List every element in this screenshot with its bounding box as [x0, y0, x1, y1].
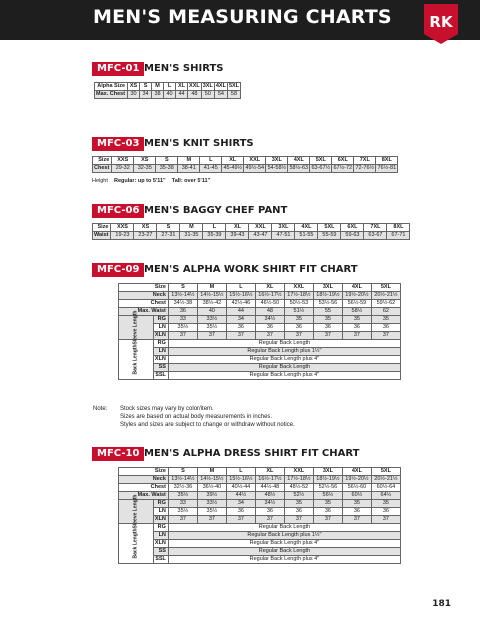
table-cell: 34 [226, 500, 255, 508]
section-code: MFC-09 [92, 263, 144, 277]
row-header: Max. Waist [119, 308, 169, 316]
table-cell: 37 [255, 332, 284, 340]
note-label: Note: [93, 406, 108, 412]
row-header: Size [93, 224, 111, 232]
table-cell: 37 [342, 516, 371, 524]
table-cell: Regular Back Length plus 4" [168, 372, 400, 380]
group-label: Sleeve Length [132, 494, 139, 529]
size-header: 5XL [371, 468, 400, 476]
size-header: 3XL [266, 157, 288, 165]
table-cell: 31-35 [180, 232, 203, 240]
note-line: Stock sizes may vary by color/item. [120, 406, 214, 412]
row-header: Chest [119, 300, 169, 308]
table-row [119, 476, 401, 484]
table-cell: 48 [255, 308, 284, 316]
size-header: S [156, 157, 178, 165]
size-header: XL [226, 224, 249, 232]
table-cell: 62 [371, 308, 400, 316]
table-cell: 59½-62 [371, 300, 400, 308]
table-cell: 37 [197, 516, 226, 524]
size-header: XL [176, 83, 188, 91]
size-header: 3XL [313, 284, 342, 292]
size-header: M [152, 83, 164, 91]
table-cell: 72-76½ [355, 165, 375, 171]
mens-shirts-table [94, 82, 241, 99]
section-title: MEN'S BAGGY CHEF PANT [144, 205, 288, 216]
size-header: 4XL [295, 224, 318, 232]
row-header: SS [153, 364, 168, 372]
size-header: XXL [249, 224, 272, 232]
table-cell: 19-23 [111, 232, 134, 240]
size-header: 6XL [332, 157, 354, 165]
sleeve-length-group [119, 310, 154, 345]
size-header: S [140, 83, 152, 91]
brand-logo [424, 4, 458, 44]
row-header: Max. Chest [95, 91, 128, 99]
table-cell: Regular Back Length plus 1½" [168, 348, 400, 356]
section-code: MFC-10 [92, 447, 144, 461]
row-header: Size [119, 468, 169, 476]
table-cell: Regular Back Length plus 4" [168, 556, 400, 564]
table-cell: 48 [188, 91, 202, 99]
table-row [119, 316, 401, 324]
table-cell: 63-67½ [311, 165, 331, 171]
table-cell: 34½ [255, 316, 284, 324]
table-row [119, 340, 401, 348]
table-row [119, 284, 401, 292]
table-row [119, 556, 401, 564]
table-cell: 35-39 [203, 232, 226, 240]
table-cell: 32-35 [134, 165, 156, 173]
row-header: XLN [153, 540, 168, 548]
size-header: M [178, 157, 200, 165]
table-cell: 54-58½ [267, 165, 287, 171]
size-header: XL [255, 284, 284, 292]
row-header: RG [153, 316, 168, 324]
baggy-chef-pant-table [92, 223, 410, 240]
size-header: XS [134, 157, 156, 165]
table-cell: 36 [226, 324, 255, 332]
table-cell: 44½-48 [255, 484, 284, 492]
table-cell: 34½-38 [168, 300, 197, 308]
table-cell: 76½-81 [377, 165, 397, 171]
table-cell: 33 [168, 316, 197, 324]
table-cell: 67-71 [387, 232, 410, 240]
table-row [119, 372, 401, 380]
table-cell: 36 [313, 508, 342, 516]
table-cell: 27-31 [157, 232, 180, 240]
table-cell: 36 [255, 324, 284, 332]
size-header: XS [128, 83, 140, 91]
table-cell: 37 [255, 516, 284, 524]
size-header: XXL [189, 83, 200, 89]
table-cell: 58 [227, 91, 240, 99]
row-header: Waist [93, 232, 111, 240]
table-cell: 20½-21½ [371, 476, 400, 484]
table-cell: 15½-16½ [226, 292, 255, 300]
table-cell: 18½-19½ [313, 292, 342, 300]
table-row [119, 548, 401, 556]
size-header: S [157, 224, 180, 232]
table-cell: 36½-40 [197, 484, 226, 492]
height-label: Height [92, 178, 108, 184]
table-cell: 35 [342, 500, 371, 508]
table-cell: 36 [313, 324, 342, 332]
table-cell: 36 [371, 324, 400, 332]
size-header: L [200, 157, 222, 165]
table-row [93, 165, 398, 173]
table-row [93, 232, 410, 240]
table-cell: 30 [128, 91, 140, 99]
table-cell: 53½-56 [313, 300, 342, 308]
row-header: Neck [119, 292, 169, 300]
row-header: Neck [119, 476, 169, 484]
size-header: 4XL [342, 284, 371, 292]
table-cell: 33½ [197, 316, 226, 324]
table-row [119, 364, 401, 372]
table-cell: 13½-14½ [168, 292, 197, 300]
back-length-group [119, 340, 154, 380]
size-header: 5XL [228, 83, 240, 89]
table-cell: 37 [168, 332, 197, 340]
table-cell: 36 [371, 508, 400, 516]
table-cell: 18½-19½ [313, 476, 342, 484]
table-cell: 16½-17½ [255, 292, 284, 300]
height-tall: Tall: over 5'11" [171, 178, 211, 184]
table-cell: 37 [226, 516, 255, 524]
row-header: XLN [153, 516, 168, 524]
table-cell: 43-47 [249, 232, 272, 240]
size-header: XXL [284, 284, 313, 292]
table-cell: 44 [176, 91, 188, 99]
sleeve-length-group [119, 494, 154, 529]
size-header: 4XL [288, 157, 310, 165]
size-header: 4XL [342, 468, 371, 476]
table-cell: 37 [284, 516, 313, 524]
table-cell: 51½ [284, 308, 313, 316]
row-header: RG [153, 500, 168, 508]
table-cell: 35½ [168, 324, 197, 332]
table-cell: 55 [313, 308, 342, 316]
table-cell: 35 [371, 500, 400, 508]
table-cell: 37 [226, 332, 255, 340]
table-cell: 35 [342, 316, 371, 324]
table-cell: 39-43 [226, 232, 249, 240]
table-row [95, 83, 241, 91]
table-cell: 34 [226, 316, 255, 324]
table-cell: 50½-53 [284, 300, 313, 308]
note-text [120, 405, 295, 429]
size-header: M [197, 468, 226, 476]
table-cell: Regular Back Length plus 4" [168, 356, 400, 364]
table-cell: 60½ [342, 492, 371, 500]
row-header: Chest [119, 484, 169, 492]
size-header: 5XL [310, 157, 332, 165]
table-cell: 17½-18½ [284, 292, 313, 300]
table-row [119, 516, 401, 524]
table-cell: 37 [313, 332, 342, 340]
size-header: 3XL [202, 83, 213, 89]
size-header: L [203, 224, 226, 232]
table-row [119, 484, 401, 492]
table-cell: 35½ [197, 324, 226, 332]
table-row [119, 508, 401, 516]
table-cell: 56½-59 [342, 300, 371, 308]
table-cell: 14½-15½ [197, 292, 226, 300]
table-cell: 47-51 [272, 232, 295, 240]
size-header: XL [255, 468, 284, 476]
table-cell: 39½ [197, 492, 226, 500]
table-cell: 33½ [197, 500, 226, 508]
size-header: L [164, 83, 176, 91]
size-header: S [168, 284, 197, 292]
table-row [119, 468, 401, 476]
table-row [119, 524, 401, 532]
size-header: 3XL [272, 224, 295, 232]
table-cell: 36 [342, 324, 371, 332]
table-cell: 35 [284, 500, 313, 508]
table-cell: 36 [226, 508, 255, 516]
table-cell: 54 [214, 91, 227, 99]
size-header: 8XL [387, 224, 410, 232]
table-row [119, 348, 401, 356]
row-header: LN [153, 324, 168, 332]
table-cell: 36 [342, 508, 371, 516]
row-header: LN [153, 348, 168, 356]
size-header: XS [134, 224, 157, 232]
table-cell: 17½-18½ [284, 476, 313, 484]
height-regular: Regular: up to 5'11" [114, 178, 166, 184]
table-cell: 36 [168, 308, 197, 316]
section-code: MFC-06 [92, 204, 144, 218]
note-line: Sizes are based on actual body measurements in inches. [120, 414, 273, 420]
table-cell: 13½-14½ [168, 476, 197, 484]
group-label: Back Length [132, 528, 139, 559]
table-cell: 49½-54 [245, 165, 265, 171]
size-header: 8XL [376, 157, 398, 165]
table-cell: 48½-52 [284, 484, 313, 492]
table-cell: 52½ [284, 492, 313, 500]
table-row [119, 356, 401, 364]
row-header: XLN [153, 332, 168, 340]
table-cell: 41-45 [200, 165, 222, 173]
table-cell: Regular Back Length plus 1½" [168, 532, 400, 540]
table-row [93, 224, 410, 232]
table-cell: 48½ [255, 492, 284, 500]
group-label: Back Length [132, 344, 139, 375]
size-header: XXS [112, 157, 134, 165]
dress-shirt-fit-table [118, 467, 401, 564]
size-header: L [226, 284, 255, 292]
table-row [119, 532, 401, 540]
table-cell: 58½-63 [289, 165, 309, 171]
section-title: MEN'S KNIT SHIRTS [144, 138, 254, 149]
table-cell: 20½-21½ [371, 292, 400, 300]
table-cell: 67½-72 [333, 165, 353, 171]
table-cell: 44 [226, 308, 255, 316]
table-cell: 60½-64 [371, 484, 400, 492]
row-header: SS [153, 548, 168, 556]
table-cell: 36 [255, 508, 284, 516]
section-title: MEN'S ALPHA WORK SHIRT FIT CHART [144, 264, 358, 275]
page-number: 181 [432, 599, 451, 609]
table-cell: 36 [284, 508, 313, 516]
table-row [119, 500, 401, 508]
table-cell: 52½-56 [313, 484, 342, 492]
size-header: 7XL [364, 224, 387, 232]
table-cell: 37 [168, 516, 197, 524]
section-code: MFC-03 [92, 137, 144, 151]
table-cell: 35½ [168, 508, 197, 516]
size-header: 7XL [354, 157, 376, 165]
table-row [119, 300, 401, 308]
size-header: 3XL [313, 468, 342, 476]
table-row [119, 308, 401, 316]
table-row [119, 332, 401, 340]
table-cell: 38-41 [178, 165, 200, 173]
table-cell: 38½-42 [197, 300, 226, 308]
row-header: LN [153, 532, 168, 540]
row-header: SSL [153, 372, 168, 380]
size-header: XXL [244, 157, 266, 165]
svg-text:RK: RK [429, 13, 453, 31]
table-cell: 40 [197, 308, 226, 316]
table-cell: 63-67 [364, 232, 387, 240]
table-cell: 35 [313, 500, 342, 508]
row-header: Chest [93, 165, 112, 173]
table-cell: 37 [371, 516, 400, 524]
table-row [93, 157, 398, 165]
table-cell: 37 [371, 332, 400, 340]
table-cell: 64½ [371, 492, 400, 500]
table-cell: 35 [284, 316, 313, 324]
table-cell: 45-49½ [223, 165, 243, 171]
size-header: XL [222, 157, 244, 165]
table-cell: 29-32 [112, 165, 134, 173]
table-cell: 50 [201, 91, 214, 99]
table-cell: 19½-20½ [342, 292, 371, 300]
table-cell: 14½-15½ [197, 476, 226, 484]
table-cell: 58½ [342, 308, 371, 316]
row-header: LN [153, 508, 168, 516]
table-cell: 35 [313, 316, 342, 324]
table-cell: 23-27 [134, 232, 157, 240]
size-header: 4XL [215, 83, 226, 89]
section-code: MFC-01 [92, 62, 144, 76]
table-cell: 16½-17½ [255, 476, 284, 484]
section-title: MEN'S ALPHA DRESS SHIRT FIT CHART [144, 448, 360, 459]
table-cell: 46½-50 [255, 300, 284, 308]
table-cell: 37 [197, 332, 226, 340]
table-cell: 38 [152, 91, 164, 99]
table-cell: Regular Back Length [168, 364, 400, 372]
row-header: SSL [153, 556, 168, 564]
table-cell: 35½ [168, 492, 197, 500]
size-header: M [197, 284, 226, 292]
back-length-group [119, 524, 154, 564]
section-title: MEN'S SHIRTS [144, 63, 224, 74]
group-label: Sleeve Length [132, 310, 139, 345]
table-cell: 15½-16½ [226, 476, 255, 484]
row-header: XLN [153, 356, 168, 364]
table-cell: Regular Back Length [168, 340, 400, 348]
table-cell: 44½ [226, 492, 255, 500]
size-header: 5XL [318, 224, 341, 232]
row-header: Size [93, 157, 112, 165]
row-header: Alpha Size [95, 83, 128, 91]
table-cell: 40½-44 [226, 484, 255, 492]
table-cell: 35 [371, 316, 400, 324]
table-cell: 55-59 [318, 232, 341, 240]
table-cell: 37 [284, 332, 313, 340]
table-cell: 33 [168, 500, 197, 508]
size-header: M [180, 224, 203, 232]
table-cell: 35-38 [156, 165, 178, 173]
table-row [119, 492, 401, 500]
table-cell: 40 [164, 91, 176, 99]
table-cell: Regular Back Length [168, 548, 400, 556]
page-title: MEN'S MEASURING CHARTS [93, 6, 392, 28]
row-header: Size [119, 284, 169, 292]
size-header: L [226, 468, 255, 476]
table-cell: 56½ [313, 492, 342, 500]
knit-shirts-table [92, 156, 398, 173]
table-cell: 34½ [255, 500, 284, 508]
page-header [0, 0, 480, 40]
table-cell: 37 [313, 516, 342, 524]
table-cell: 42½-46 [226, 300, 255, 308]
row-header: Max. Waist [119, 492, 169, 500]
size-header: 5XL [371, 284, 400, 292]
table-cell: 51-55 [295, 232, 318, 240]
size-header: S [168, 468, 197, 476]
work-shirt-fit-table [118, 283, 401, 380]
table-cell: 37 [342, 332, 371, 340]
height-note [92, 178, 210, 184]
table-cell: Regular Back Length [168, 524, 400, 532]
row-header: RG [153, 524, 168, 532]
size-header: XXL [284, 468, 313, 476]
table-cell: 19½-20½ [342, 476, 371, 484]
size-header: 6XL [341, 224, 364, 232]
size-header: XXS [111, 224, 134, 232]
row-header: RG [153, 340, 168, 348]
table-row [119, 324, 401, 332]
table-cell: Regular Back Length plus 4" [168, 540, 400, 548]
note-line: Styles and sizes are subject to change or withdraw without notice. [120, 422, 295, 428]
table-cell: 35½ [197, 508, 226, 516]
table-cell: 59-63 [341, 232, 364, 240]
table-row [119, 540, 401, 548]
table-cell: 34 [140, 91, 152, 99]
table-cell: 56½-60 [342, 484, 371, 492]
table-cell: 32½-36 [168, 484, 197, 492]
table-cell: 36 [284, 324, 313, 332]
table-row [95, 91, 241, 99]
table-row [119, 292, 401, 300]
